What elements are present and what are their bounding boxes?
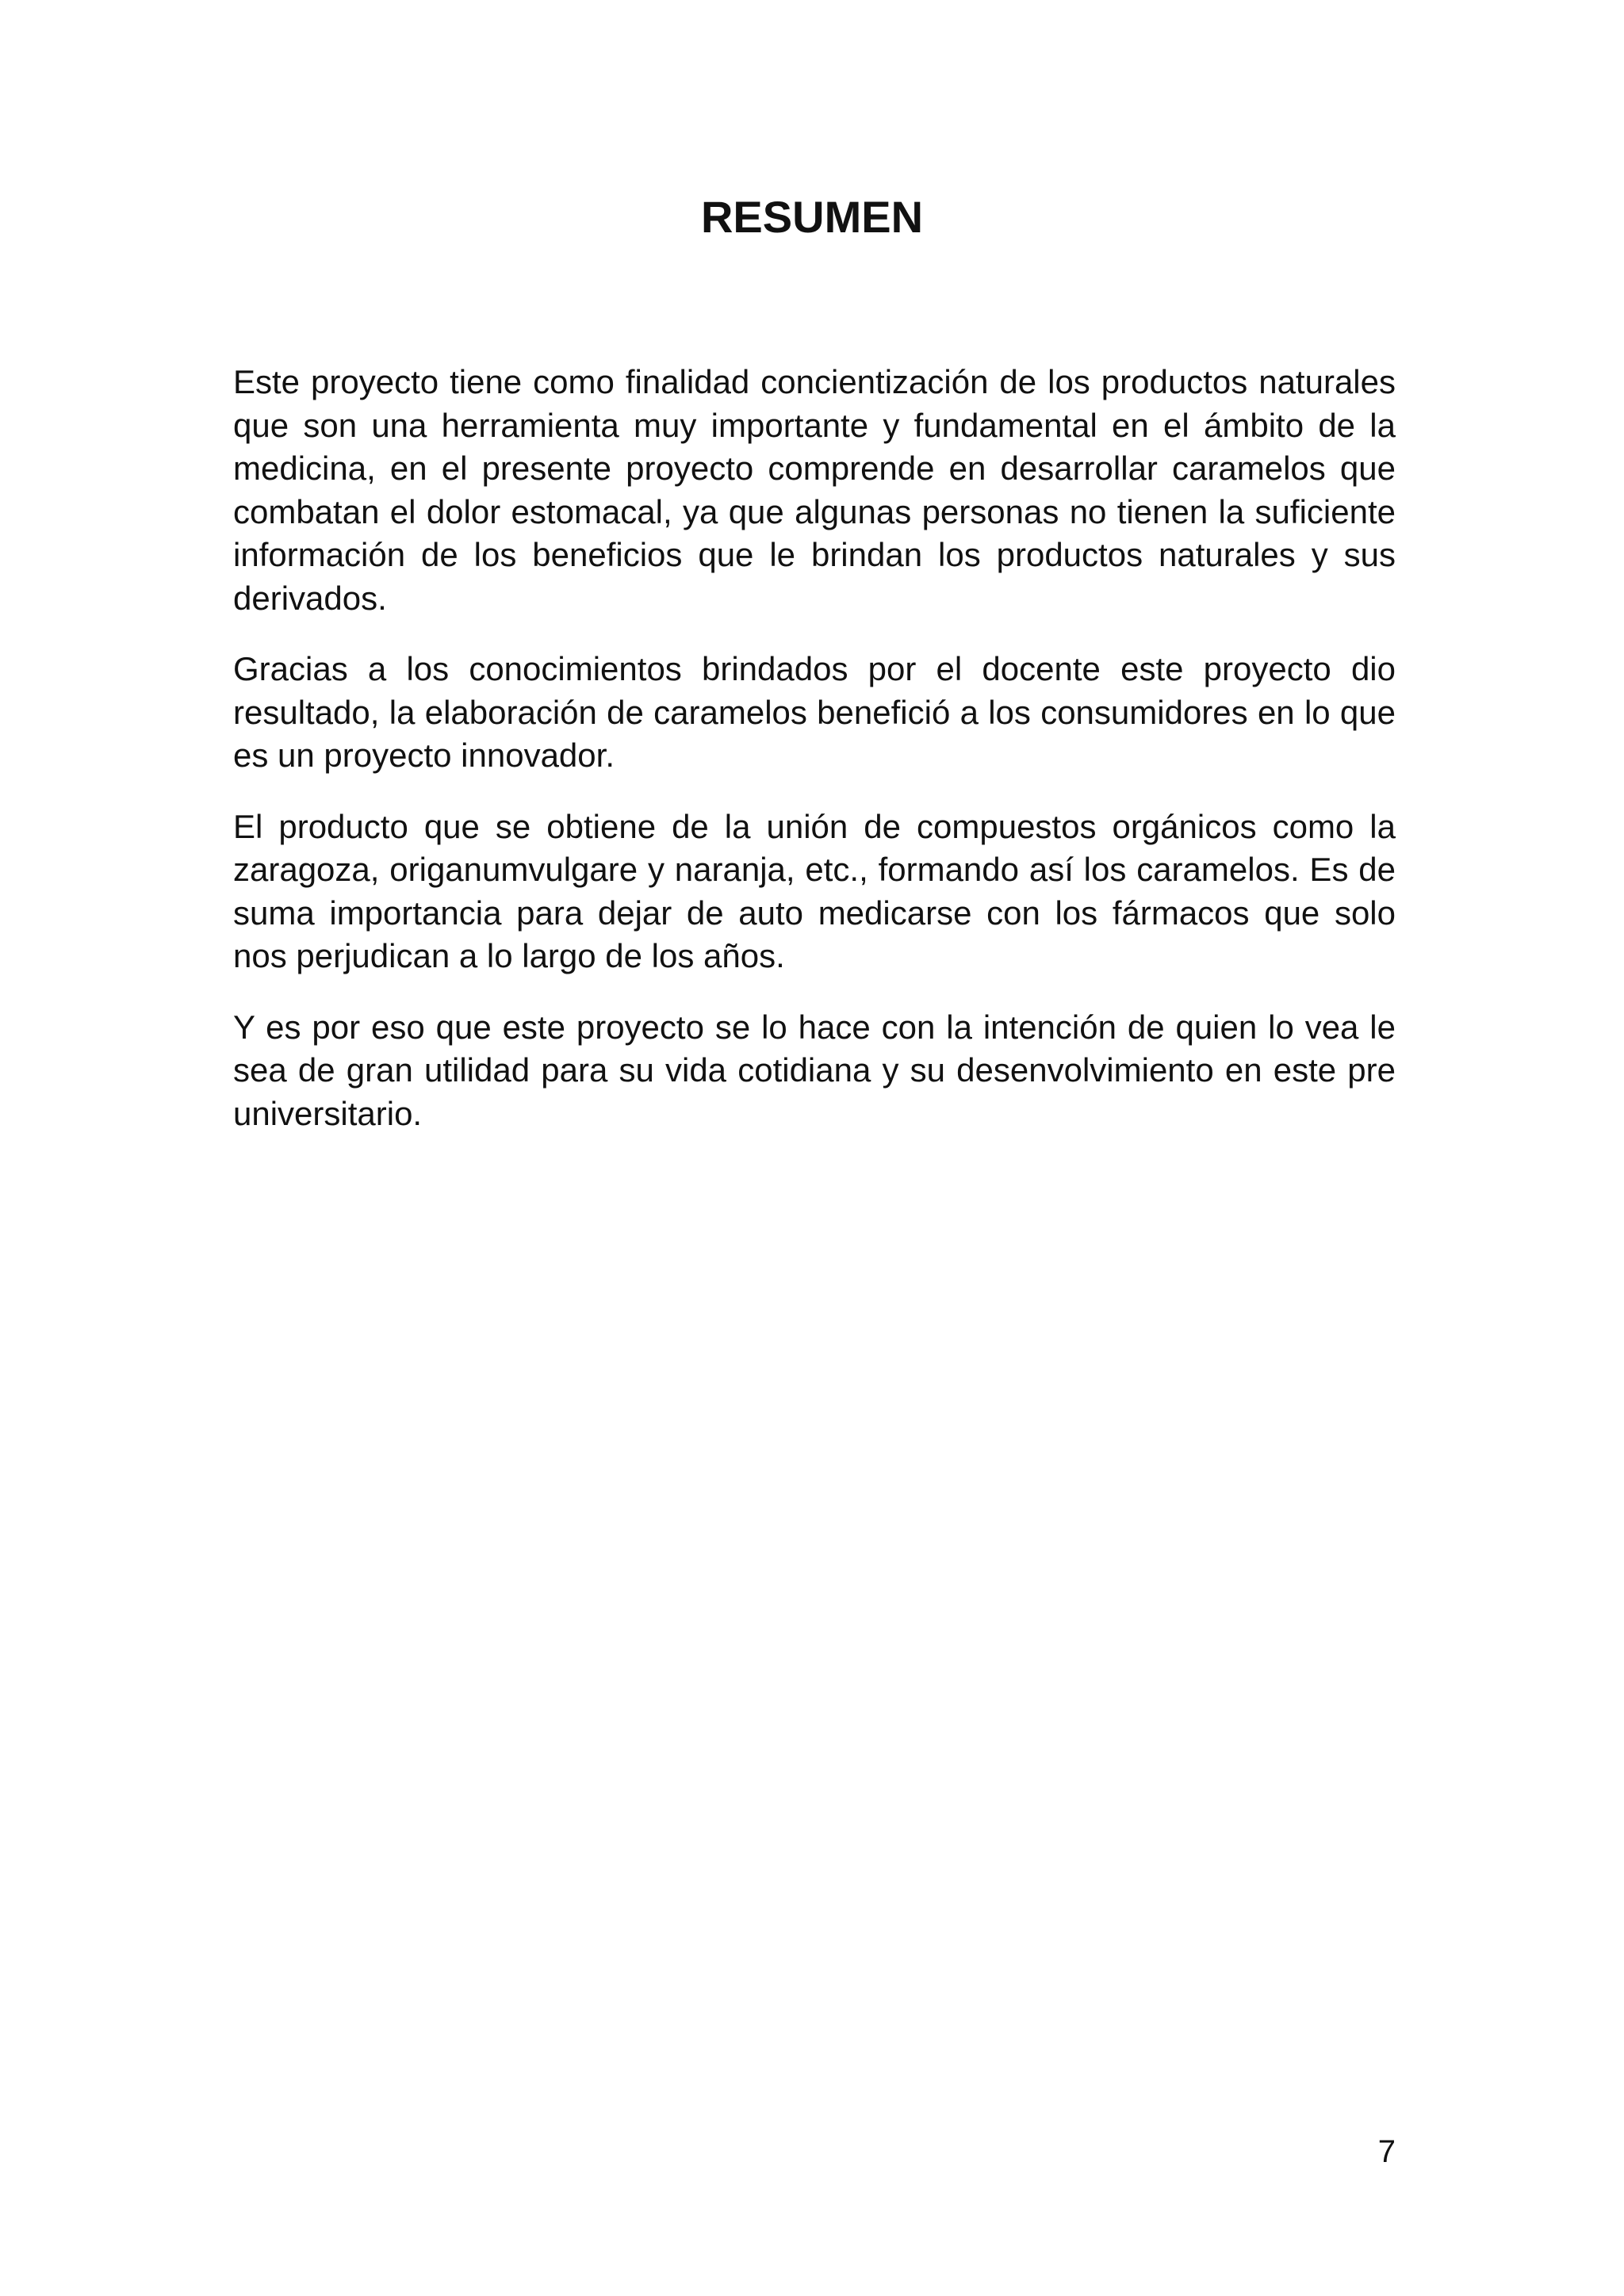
paragraph-3: El producto que se obtiene de la unión de compuestos orgánicos como la zaragoza, origanumvulgare y naranja, etc., formando así los caramelos. Es de suma importancia para dejar de auto medicarse con los fármacos que solo nos perjudican a lo largo de los años. [233, 807, 1396, 974]
page-title: RESUMEN [700, 192, 924, 242]
paragraph-2: Gracias a los conocimientos brindados por el docente este proyecto dio resultado, la elaboración de caramelos benefició a los consumidores en lo que es un proyecto innovador. [233, 650, 1396, 774]
summary-body [233, 361, 1396, 1163]
paragraph-1: Este proyecto tiene como finalidad concientización de los productos naturales que son una herramienta muy importante y fundamental en el ámbito de la medicina, en el presente proyecto comprende en desarrollar caramelos que combatan el dolor estomacal, ya que algunas personas no tienen la suficiente información de los beneficios que le brindan los productos naturales y sus derivados. [233, 363, 1396, 617]
page-number: 7 [1377, 2134, 1396, 2169]
paragraph-4: Y es por eso que este proyecto se lo hace con la intención de quien lo vea le sea de gran utilidad para su vida cotidiana y su desenvolvimiento en este pre universitario. [233, 1008, 1396, 1132]
